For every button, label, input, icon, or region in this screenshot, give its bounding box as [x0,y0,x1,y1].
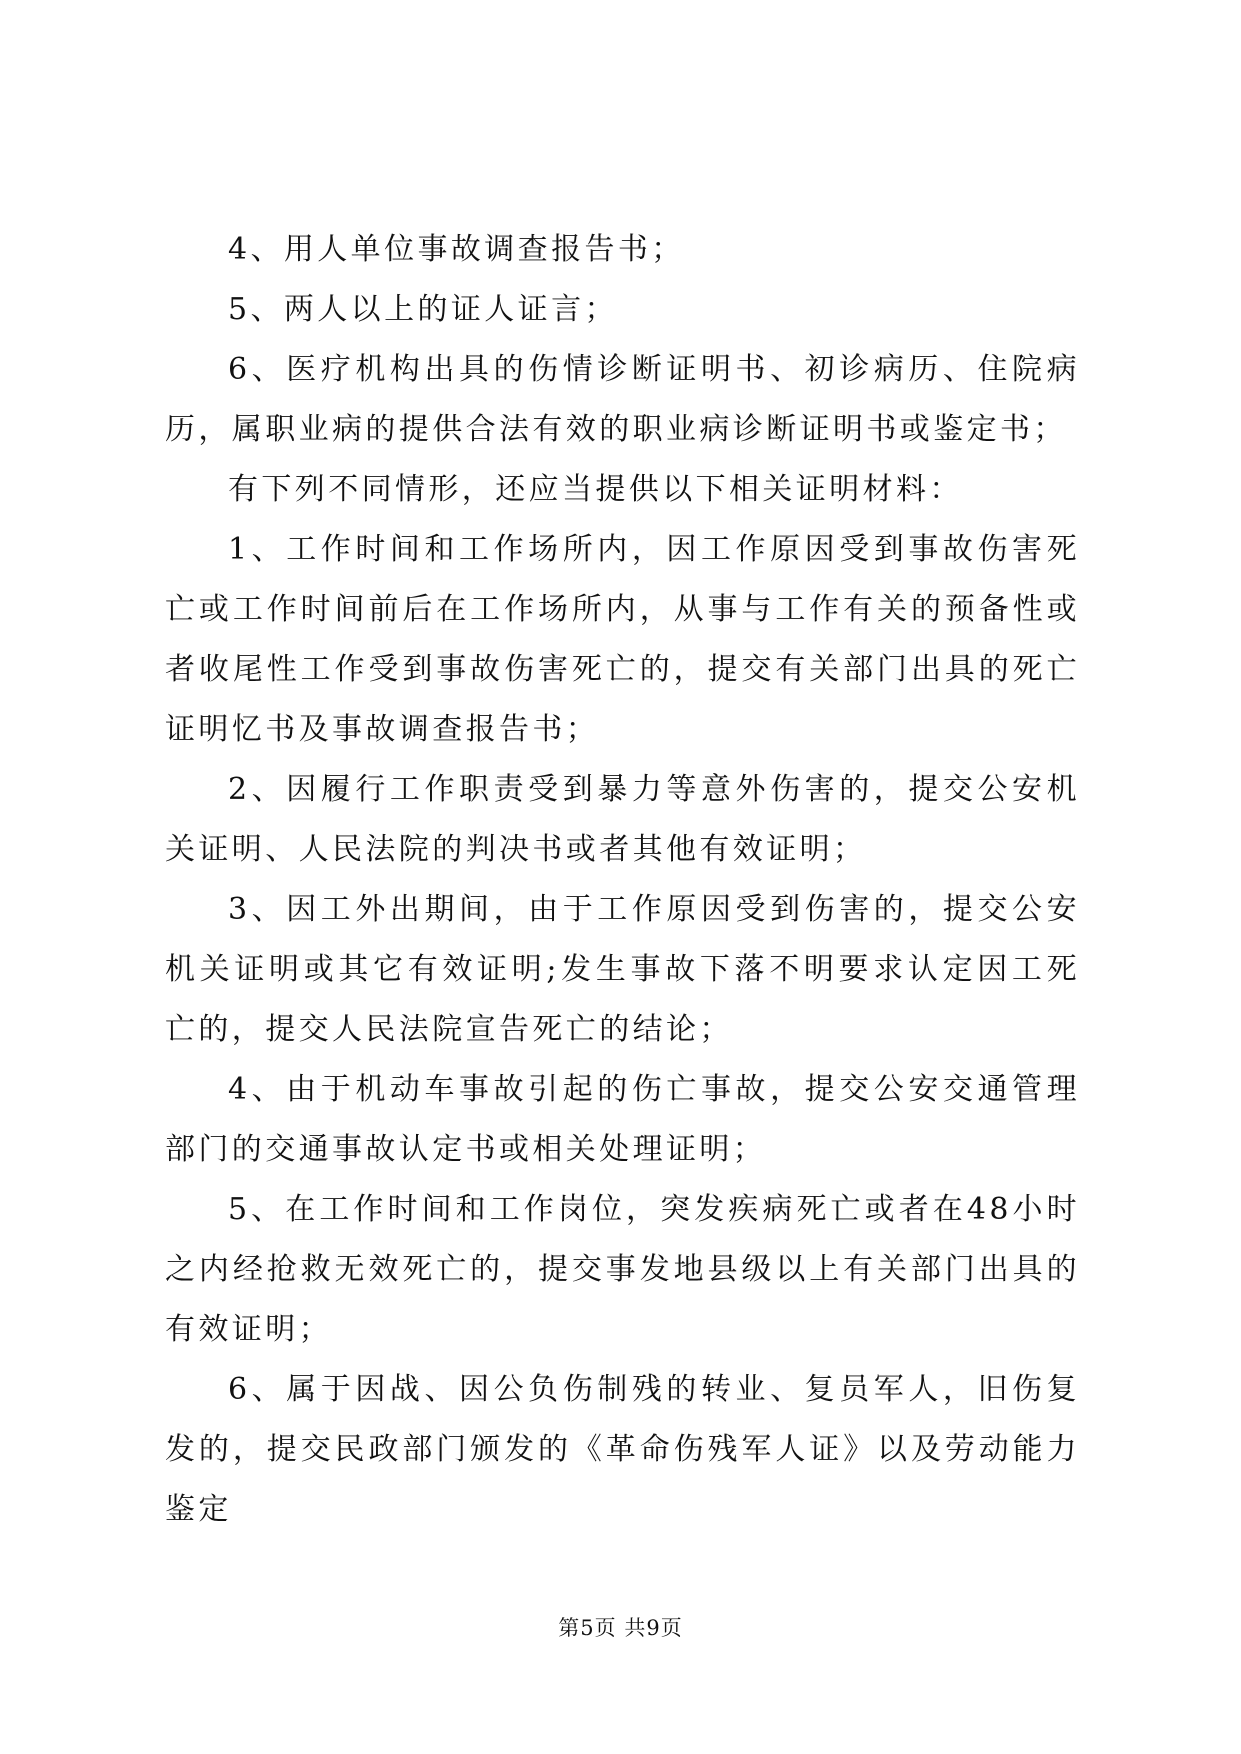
paragraph-item-4-incident-report: 4、用人单位事故调查报告书； [228,232,685,267]
paragraph-situation-4: 4、由于机动车事故引起的伤亡事故，提交公安交通管理部门的交通事故认定书或相关处理证明； [165,1072,1080,1167]
page-number-footer: 第5页 共9页 [558,1616,683,1640]
document-body [165,220,1080,1540]
paragraph-item-6-medical: 6、医疗机构出具的伤情诊断证明书、初诊病历、住院病历，属职业病的提供合法有效的职业病诊断证明书或鉴定书； [165,352,1080,447]
paragraph-situation-5: 5、在工作时间和工作岗位，突发疾病死亡或者在48小时之内经抢救无效死亡的，提交事发地县级以上有关部门出具的有效证明； [165,1192,1080,1347]
paragraph-situation-1: 1、工作时间和工作场所内，因工作原因受到事故伤害死亡或工作时间前后在工作场所内，从事与工作有关的预备性或者收尾性工作受到事故伤害死亡的，提交有关部门出具的死亡证明忆书及事故调查报告书； [165,532,1080,747]
paragraph-situation-6: 6、属于因战、因公负伤制残的转业、复员军人，旧伤复发的，提交民政部门颁发的《革命伤残军人证》以及劳动能力鉴定 [165,1372,1080,1527]
paragraph-situation-3: 3、因工外出期间，由于工作原因受到伤害的，提交公安机关证明或其它有效证明;发生事故下落不明要求认定因工死亡的，提交人民法院宣告死亡的结论； [165,892,1080,1047]
paragraph-situation-2: 2、因履行工作职责受到暴力等意外伤害的，提交公安机关证明、人民法院的判决书或者其他有效证明； [165,772,1080,867]
paragraph-item-5-witness: 5、两人以上的证人证言； [228,292,618,327]
paragraph-intro-situations: 有下列不同情形，还应当提供以下相关证明材料： [228,472,963,507]
